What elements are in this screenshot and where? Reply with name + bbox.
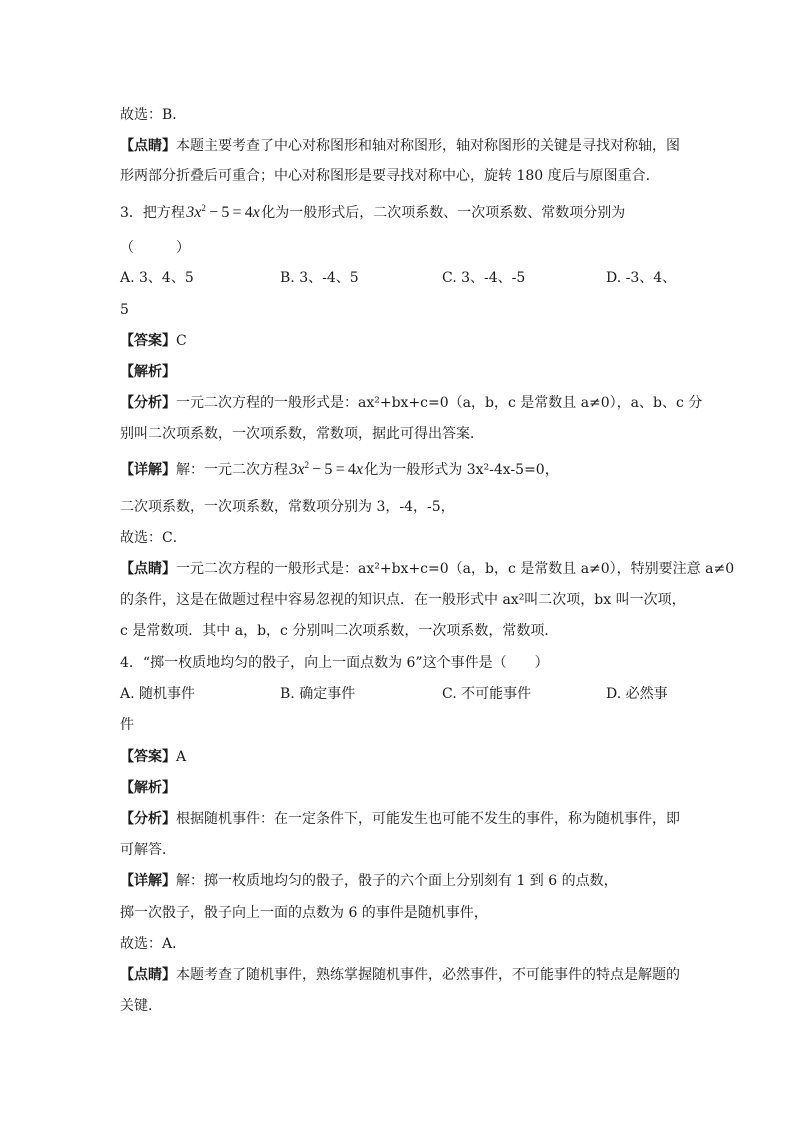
q3-xiangjie-line-2: 二次项系数，一次项系数，常数项分别为 3，-4，-5，	[120, 499, 455, 515]
q3-fenxi-line-2: 别叫二次项系数，一次项系数，常数项，据此可得出答案．	[120, 426, 484, 442]
q3-fenxi-text: 一元二次方程的一般形式是：ax²+bx+c=0（a，b，c 是常数且 a≠0），a、b、c 分	[176, 395, 703, 411]
q4-answer	[120, 747, 676, 767]
q4-option-a: A. 随机事件	[120, 686, 196, 702]
dianjing-tag: 【点睛】	[120, 561, 176, 577]
q3-guxuan: 故选：C．	[120, 530, 187, 546]
answer-tag: 【答案】	[120, 749, 176, 765]
xiangjie-tag: 【详解】	[120, 462, 176, 478]
q3-xiangjie-equation: $3x^2 - 5 = 4x$	[288, 460, 363, 478]
q4-dianjing-text: 本题考查了随机事件，熟练掌握随机事件，必然事件，不可能事件的特点是解题的	[176, 967, 680, 983]
q3-dianjing-line-3: c 是常数项．其中 a，b，c 分别叫二次项系数，一次项系数，常数项．	[120, 623, 559, 639]
q4-jiexi-heading: 【解析】	[120, 780, 176, 796]
q3-equation: $3x^2 - 5 = 4x$	[184, 203, 260, 221]
q3-fenxi-line-1	[120, 393, 703, 413]
q4-xiangjie-line-1	[120, 871, 676, 891]
fenxi-tag: 【分析】	[120, 395, 176, 411]
q3-answer	[120, 331, 676, 351]
q3-dianjing-line-1	[120, 559, 735, 579]
q3-option-d: D. -3、4、	[606, 270, 677, 286]
dianjing-tag: 【点睛】	[120, 967, 176, 983]
q3-option-b: B. 3、-4、5	[280, 270, 359, 286]
q3-option-c: C. 3、-4、-5	[442, 270, 526, 286]
q4-fenxi-line-1	[120, 809, 680, 829]
q4-fenxi-line-2: 可解答．	[120, 842, 176, 858]
q2-dianjing-line-2: 形两部分折叠后可重合；中心对称图形是要寻找对称中心，旋转 180 度后与原图重合．	[120, 168, 660, 184]
q4-dianjing-line-2: 关键．	[120, 998, 162, 1014]
q3-stem	[120, 203, 676, 223]
q3-dianjing-text: 一元二次方程的一般形式是：ax²+bx+c=0（a，b，c 是常数且 a≠0），特别要注意 a≠0	[176, 561, 735, 577]
q3-option-a: A. 3、4、5	[120, 270, 194, 286]
q4-option-c: C. 不可能事件	[442, 686, 532, 702]
q2-dianjing-text: 本题主要考查了中心对称图形和轴对称图形，轴对称图形的关键是寻找对称轴，图	[176, 138, 680, 154]
fenxi-tag: 【分析】	[120, 811, 176, 827]
q3-stem-suffix: 化为一般形式后，二次项系数、一次项系数、常数项分别为	[261, 205, 626, 221]
answer-choice-line: 故选：B．	[120, 107, 187, 123]
q3-stem-prefix: 3．把方程	[120, 205, 185, 221]
q3-dianjing-line-2: 的条件，这是在做题过程中容易忽视的知识点．在一般形式中 ax²叫二次项，bx 叫一次项，	[120, 592, 686, 608]
q4-xiangjie-text: 解：掷一枚质地均匀的骰子，骰子的六个面上分别刻有 1 到 6 的点数，	[176, 873, 618, 889]
q4-option-b: B. 确定事件	[280, 686, 356, 702]
q3-option-d-continued: 5	[120, 302, 129, 318]
q3-answer-value: C	[176, 333, 187, 349]
q3-xiangjie-line-1	[120, 460, 676, 480]
q4-xiangjie-line-2: 掷一次骰子，骰子向上一面的点数为 6 的事件是随机事件，	[120, 905, 488, 921]
q4-option-d-continued: 件	[120, 717, 134, 733]
q4-options	[120, 684, 676, 704]
q3-jiexi-heading: 【解析】	[120, 364, 176, 380]
answer-tag: 【答案】	[120, 333, 176, 349]
dianjing-tag: 【点睛】	[120, 138, 176, 154]
xiangjie-tag: 【详解】	[120, 873, 176, 889]
q4-fenxi-text: 根据随机事件：在一定条件下，可能发生也可能不发生的事件，称为随机事件，即	[176, 811, 680, 827]
q4-option-d: D. 必然事	[606, 686, 668, 702]
q4-dianjing-line-1	[120, 965, 680, 985]
q3-xiangjie-prefix: 解：一元二次方程	[176, 462, 288, 478]
q4-answer-value: A	[176, 749, 187, 765]
q4-guxuan: 故选：A．	[120, 936, 187, 952]
q3-xiangjie-suffix: 化为一般形式为 3x²-4x-5=0，	[364, 462, 559, 478]
q3-answer-paren: （ ）	[120, 240, 190, 256]
q3-options	[120, 268, 676, 288]
q2-dianjing-line-1	[120, 136, 680, 156]
q4-stem: 4．“掷一枚质地均匀的骰子，向上一面点数为 6”这个事件是（ ）	[120, 655, 549, 671]
